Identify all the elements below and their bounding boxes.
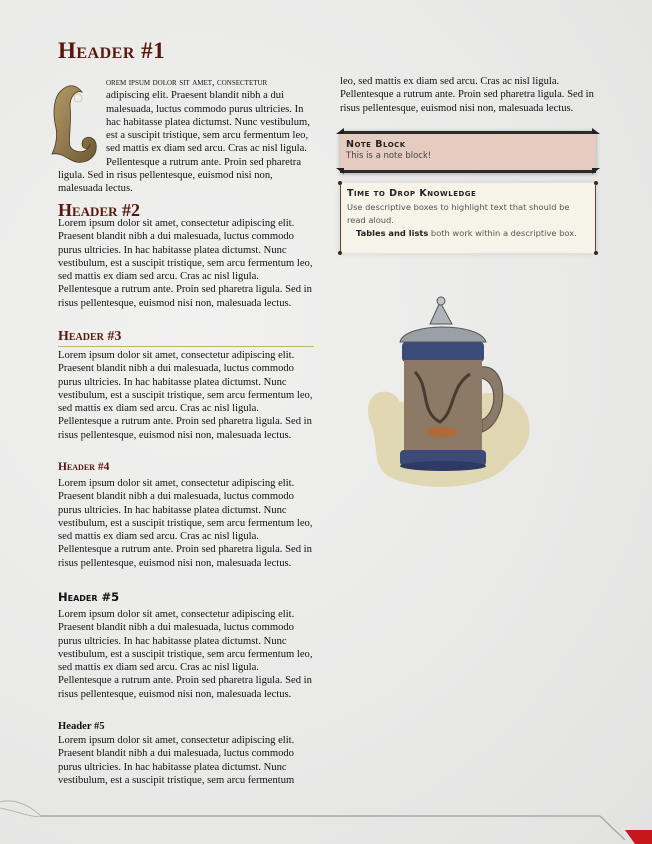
- note-title: Note Block: [346, 139, 406, 150]
- descriptive-body: Use descriptive boxes to highlight text that should be read aloud.: [347, 202, 570, 225]
- intro-paragraph: [58, 76, 314, 196]
- paragraph: Lorem ipsum dolor sit amet, consectetur adipiscing elit. Praesent blandit nibh a dui malesuada, luctus commodo purus ultricies. In hac habitasse platea dictumst. Nunc vestibulum, est a suscipit tristique, sem arcu fermentum leo, sed mattis ex diam sed arcu. Cras ac nisl ligula. Pellentesque a rutrum ante. Proin sed pharetra ligula. Sed in risus pellentesque, euismod nisi non, malesuada lectus.: [58, 350, 313, 441]
- note-corner-ornaments: [336, 126, 600, 176]
- intro-body: adipiscing elit. Praesent blandit nibh a dui malesuada, luctus commodo purus ultricies. In hac habitasse platea dictumst. Nunc vestibulum, est a suscipit tristique, sem arcu fermentum leo, sed mattis ex diam sed arcu. Cras ac nisl ligula. Pellentesque a rutrum ante. Proin sed pharetra ligula. Sed in risus pellentesque, euismod nisi non, malesuada lectus.: [58, 90, 310, 195]
- descriptive-title: Time to Drop Knowledge: [347, 188, 477, 199]
- descriptive-bold: Tables and lists: [356, 228, 429, 238]
- header-2: Header #2: [58, 200, 141, 220]
- header-1: Header #1: [58, 38, 166, 63]
- header-6: Header #5: [58, 721, 105, 732]
- paragraph: Lorem ipsum dolor sit amet, consectetur adipiscing elit. Praesent blandit nibh a dui malesuada, luctus commodo purus ultricies. In hac habitasse platea dictumst. Nunc vestibulum, est a suscipit tristique, sem arcu fermentum leo, sed mattis ex diam sed arcu. Cras ac nisl ligula. Pellentesque a rutrum ante. Proin sed pharetra ligula. Sed in risus pellentesque, euismod nisi non, malesuada lectus.: [58, 478, 313, 569]
- descriptive-box: [340, 183, 596, 253]
- header-3: Header #3: [58, 329, 314, 347]
- header-5: Header #5: [58, 590, 120, 604]
- drop-cap-l-ornament: [48, 82, 100, 166]
- paragraph: Lorem ipsum dolor sit amet, consectetur adipiscing elit. Praesent blandit nibh a dui malesuada, luctus commodo purus ultricies. In hac habitasse platea dictumst. Nunc vestibulum, est a suscipit tristique, sem arcu fermentum leo, sed mattis ex diam sed arcu. Cras ac nisl ligula. Pellentesque a rutrum ante. Proin sed pharetra ligula. Sed in risus pellentesque, euismod nisi non, malesuada lectus.: [58, 218, 313, 309]
- header-4: Header #4: [58, 461, 110, 473]
- descriptive-rest: both work within a descriptive box.: [428, 228, 577, 238]
- lead-text: orem ipsum dolor sit amet, consectetur: [106, 77, 268, 88]
- paragraph: Lorem ipsum dolor sit amet, consectetur adipiscing elit. Praesent blandit nibh a dui malesuada, luctus commodo purus ultricies. In hac habitasse platea dictumst. Nunc vestibulum, est a suscipit tristique, sem arcu fermentum: [58, 735, 295, 786]
- beer-stein-illustration: [360, 292, 540, 497]
- page-footer-ornament: [0, 790, 652, 844]
- paragraph: Lorem ipsum dolor sit amet, consectetur adipiscing elit. Praesent blandit nibh a dui malesuada, luctus commodo purus ultricies. In hac habitasse platea dictumst. Nunc vestibulum, est a suscipit tristique, sem arcu fermentum leo, sed mattis ex diam sed arcu. Cras ac nisl ligula. Pellentesque a rutrum ante. Proin sed pharetra ligula. Sed in risus pellentesque, euismod nisi non, malesuada lectus.: [58, 609, 313, 700]
- note-body: This is a note block!: [346, 151, 432, 161]
- paragraph: leo, sed mattis ex diam sed arcu. Cras ac nisl ligula. Pellentesque a rutrum ante. Proin sed pharetra ligula. Sed in risus pellentesque, euismod nisi non, malesuada lectus.: [340, 76, 594, 114]
